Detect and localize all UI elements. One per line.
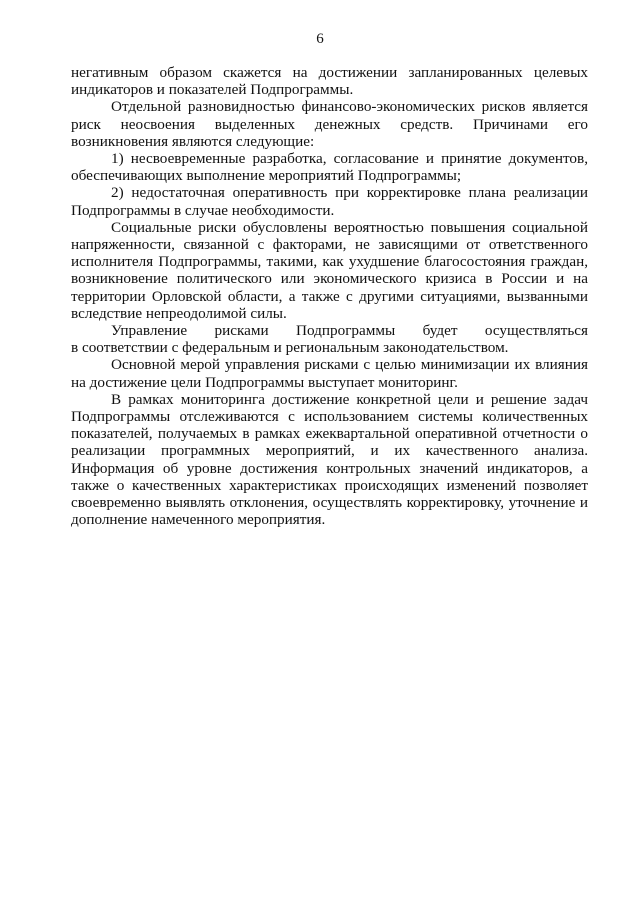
document-body (71, 64, 588, 528)
paragraph-social-risks: Социальные риски обусловлены вероятностью повышения социальной напряженности, связанной с факторами, не зависящими от ответственного исполнителя Подпрограммы, такими, как ухудшение благосостояния граждан, возникновение политического или экономического кризиса в России и на территории Орловской области, а также с другими ситуациями, вызванными вследствие непреодолимой силы. (71, 218, 588, 322)
paragraph-risk-management: Управление рисками Подпрограммы будет осуществляться (111, 322, 588, 340)
paragraph-financial-risks: Отдельной разновидностью финансово-экономических рисков является риск неосвоения выделенных денежных средств. Причинами его возникновения являются следующие: (71, 98, 588, 150)
paragraph-reason-1: 1) несвоевременные разработка, согласование и принятие документов, обеспечивающих выполнение мероприятий Подпрограммы; (71, 150, 588, 185)
paragraph-monitoring: Основной мерой управления рисками с целью минимизации их влияния на достижение цели Подпрограммы выступает мониторинг. (71, 356, 588, 391)
paragraph-risk-management-continued: в соответствии с федеральным и региональным законодательством. (71, 339, 509, 357)
paragraph-monitoring-details: В рамках мониторинга достижение конкретной цели и решение задач Подпрограммы отслеживаются с использованием системы количественных показателей, получаемых в рамках ежеквартальной оперативной отчетности о реализации программных мероприятий, и их качественного анализа. Информация об уровне достижения контрольных значений индикаторов, а также о качественных характеристиках происходящих изменений позволяет своевременно выявлять отклонения, осуществлять корректировку, уточнение и дополнение намеченного мероприятия. (71, 390, 588, 529)
page-number: 6 (316, 31, 324, 47)
paragraph-reason-2: 2) недостаточная оперативность при корректировке плана реализации Подпрограммы в случае необходимости. (71, 184, 588, 219)
paragraph-continuation: негативным образом скажется на достижении запланированных целевых индикаторов и показателей Подпрограммы. (71, 64, 588, 99)
